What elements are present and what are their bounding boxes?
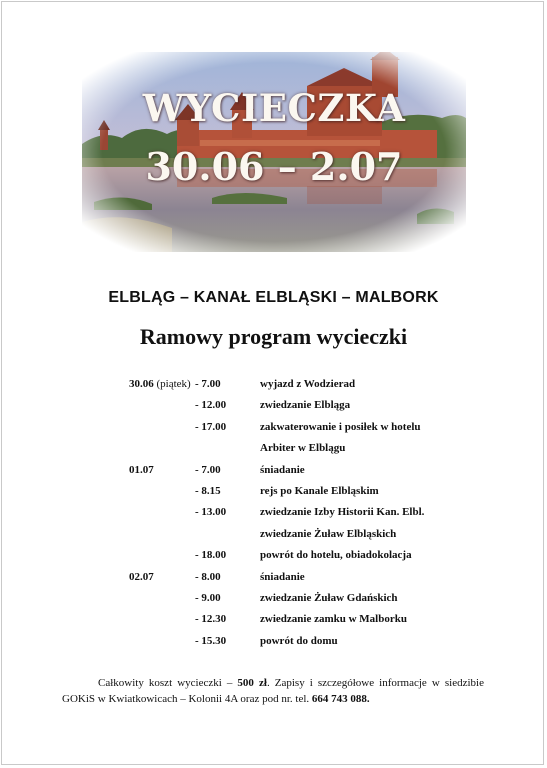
schedule-activity: powrót do hotelu, obiadokolacja xyxy=(260,549,412,562)
schedule-list xyxy=(129,378,469,656)
schedule-day xyxy=(129,378,191,390)
cost-text-1: Całkowity koszt wycieczki – xyxy=(98,677,238,689)
schedule-time: - 9.00 xyxy=(195,591,221,604)
schedule-time: - 12.30 xyxy=(195,613,227,626)
schedule-time: - 7.00 xyxy=(195,463,221,476)
schedule-row xyxy=(129,528,469,549)
program-subtitle: Ramowy program wycieczki xyxy=(139,324,408,349)
schedule-time: - 7.00 xyxy=(195,378,221,390)
schedule-activity: śniadanie xyxy=(260,570,305,583)
schedule-row xyxy=(129,592,469,613)
schedule-row xyxy=(129,635,469,656)
schedule-day-date: 01.07 xyxy=(129,463,154,476)
schedule-row xyxy=(129,485,469,506)
schedule-activity: zwiedzanie Elbląga xyxy=(260,399,351,412)
schedule-time: - 8.00 xyxy=(195,570,221,583)
schedule-activity: rejs po Kanale Elbląskim xyxy=(260,484,379,497)
schedule-time: - 18.00 xyxy=(195,549,227,562)
schedule-row xyxy=(129,399,469,420)
schedule-activity: śniadanie xyxy=(260,463,305,476)
schedule-row xyxy=(129,464,469,485)
cost-info xyxy=(62,675,484,707)
schedule-day-note: (piątek) xyxy=(156,378,191,390)
schedule-time: - 17.00 xyxy=(195,420,227,433)
schedule-activity: Arbiter w Elblągu xyxy=(260,442,346,455)
schedule-day-date: 02.07 xyxy=(129,570,154,583)
schedule-row xyxy=(129,378,469,399)
schedule-time: - 8.15 xyxy=(195,484,221,497)
schedule-row xyxy=(129,421,469,442)
schedule-activity: zwiedzanie zamku w Malborku xyxy=(260,613,407,626)
cost-text-2: . Zapisy i szczegółowe informacje w siedzibie GOKiS w Kwiatkowicach – Kolonii 4A oraz pod nr. tel. xyxy=(62,677,484,705)
schedule-time: - 12.00 xyxy=(195,399,227,412)
schedule-day xyxy=(129,571,154,583)
schedule-activity: wyjazd z Wodzierad xyxy=(260,378,356,390)
schedule-activity: zwiedzanie Żuław Elbląskich xyxy=(260,527,397,540)
cost-price: 500 zł xyxy=(237,677,267,689)
header-dates: 30.06 – 2.07 xyxy=(145,144,403,189)
header-title: WYCIECZKA xyxy=(142,86,406,130)
schedule-row xyxy=(129,613,469,634)
schedule-activity: powrót do domu xyxy=(260,634,338,647)
schedule-row xyxy=(129,442,469,463)
header-photo xyxy=(82,52,466,252)
phone-number: 664 743 088 xyxy=(311,693,367,705)
schedule-row xyxy=(129,571,469,592)
schedule-day xyxy=(129,464,154,476)
schedule-activity: zwiedzanie Żuław Gdańskich xyxy=(260,591,398,604)
schedule-day-date: 30.06 xyxy=(129,378,154,390)
schedule-time: - 13.00 xyxy=(195,506,227,519)
schedule-row xyxy=(129,549,469,570)
cost-text-3: . xyxy=(366,693,370,705)
schedule-activity: zwiedzanie Izby Historii Kan. Elbl. xyxy=(260,506,425,519)
schedule-activity: zakwaterowanie i posiłek w hotelu xyxy=(260,420,421,433)
route-heading: ELBLĄG – KANAŁ ELBLĄSKI – MALBORK xyxy=(108,289,439,306)
schedule-row xyxy=(129,506,469,527)
schedule-time: - 15.30 xyxy=(195,634,227,647)
